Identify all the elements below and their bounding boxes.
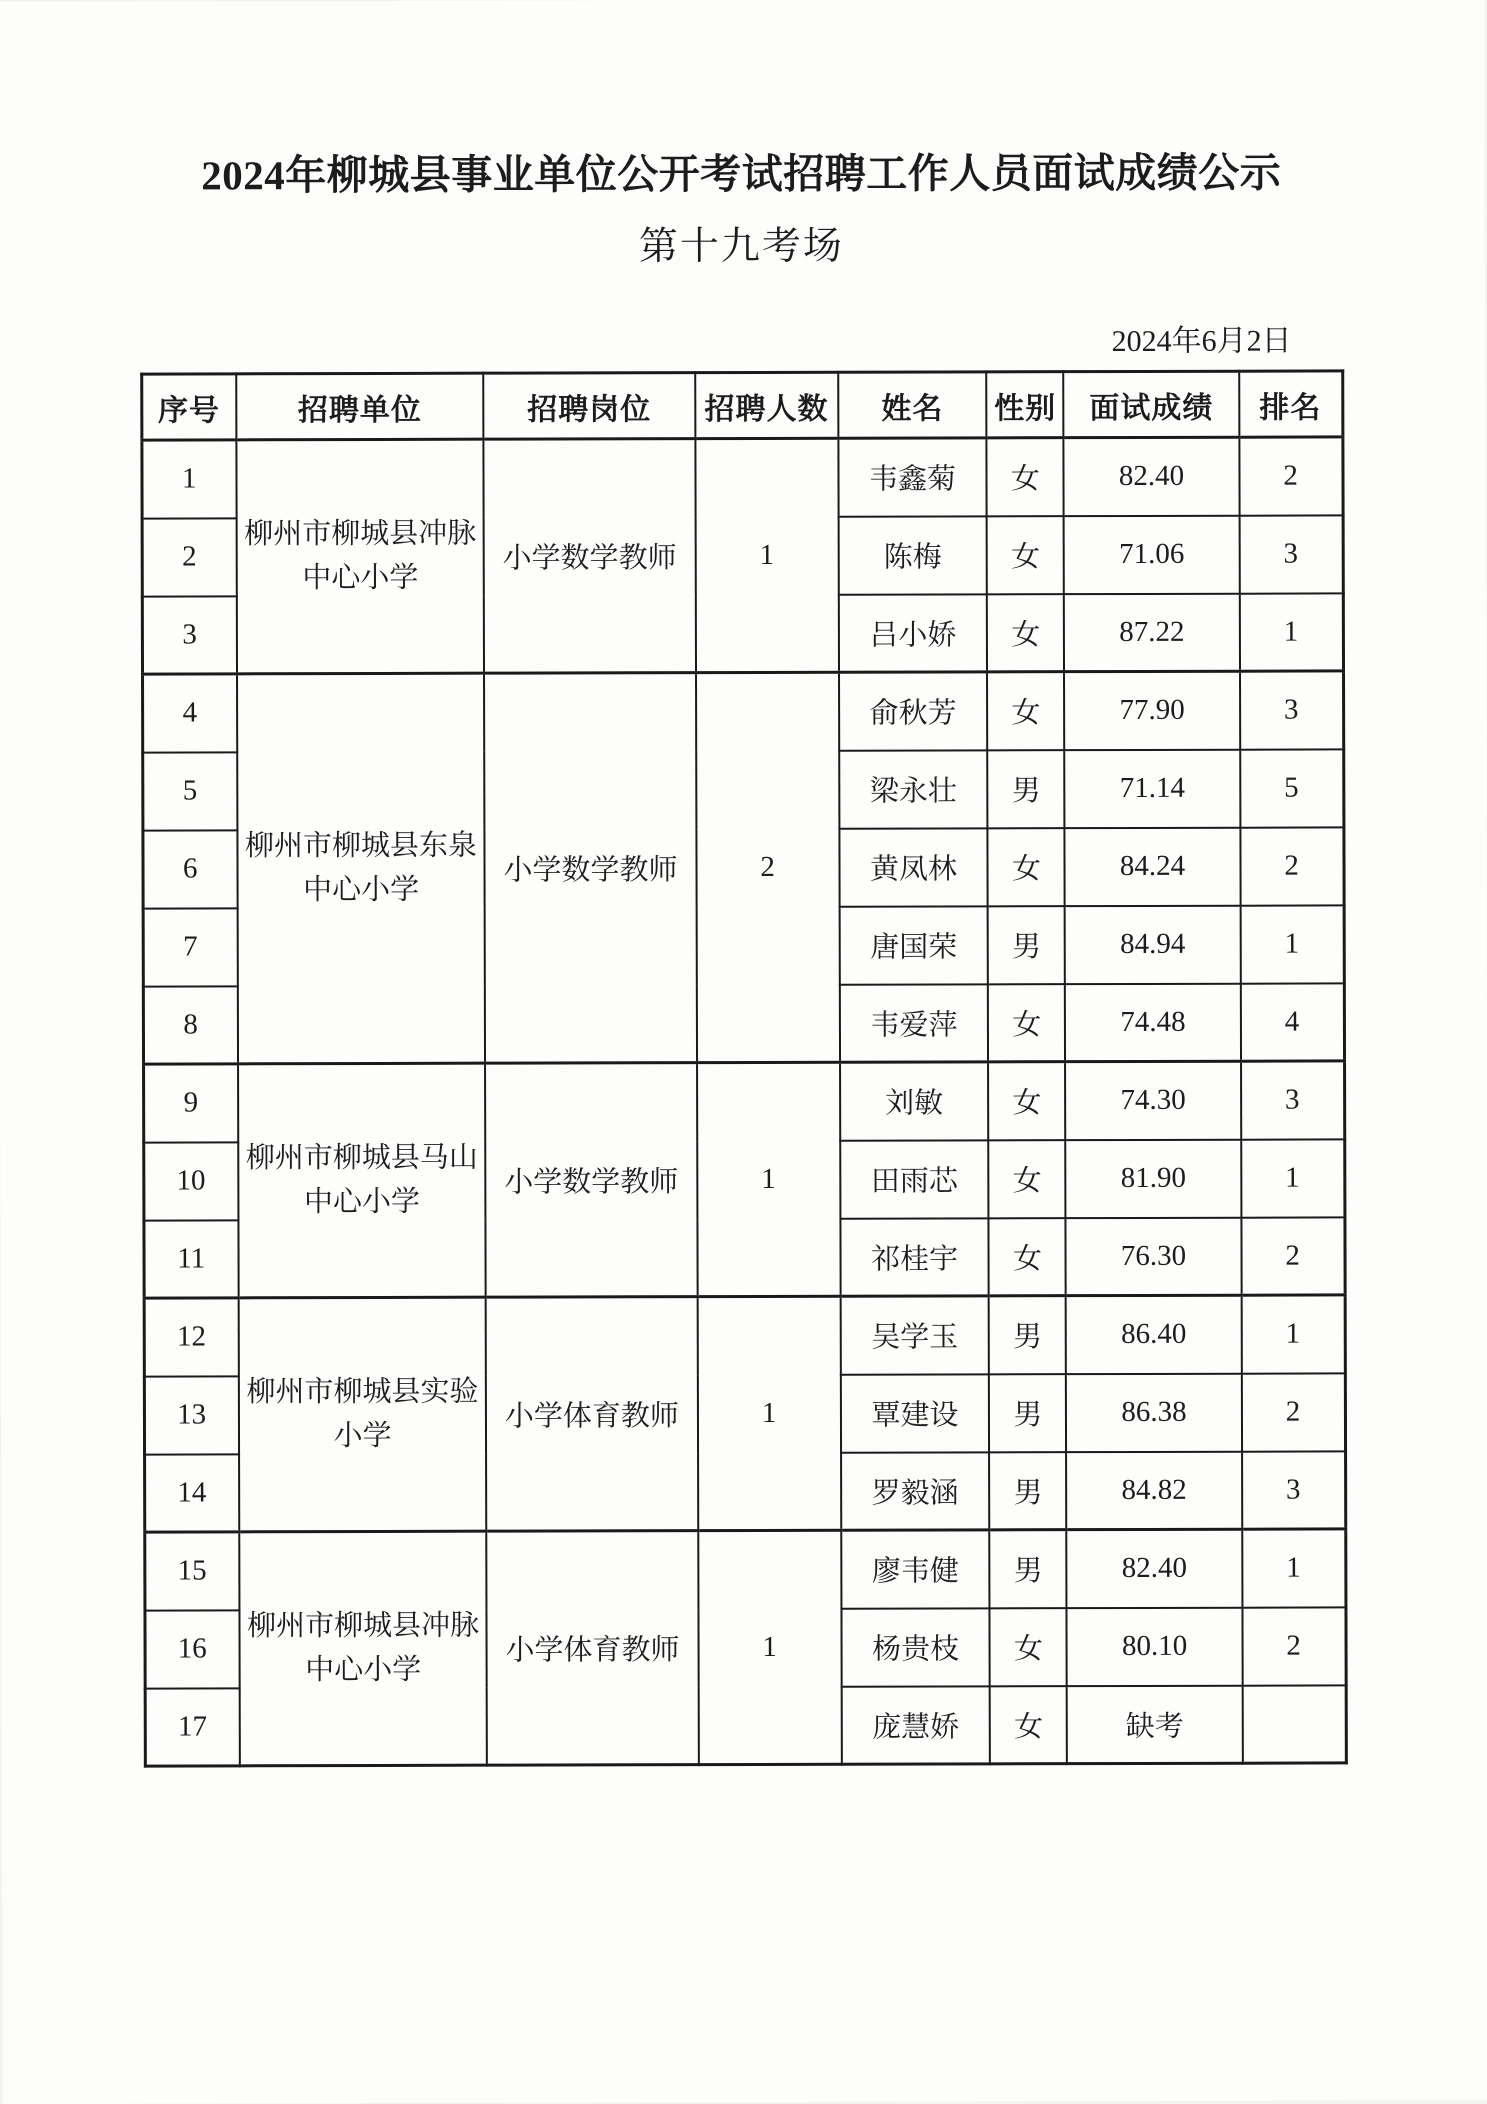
cell-no: 11 xyxy=(143,1220,238,1298)
page-title: 2024年柳城县事业单位公开考试招聘工作人员面试成绩公示 xyxy=(201,149,1282,199)
table-header-row xyxy=(141,371,1342,440)
cell-rank: 3 xyxy=(1241,1061,1345,1139)
col-header-position: 招聘岗位 xyxy=(483,373,695,440)
cell-score: 74.48 xyxy=(1065,983,1241,1061)
cell-rank: 2 xyxy=(1240,827,1344,905)
col-header-score: 面试成绩 xyxy=(1064,371,1240,437)
cell-score: 84.24 xyxy=(1065,827,1241,905)
cell-gender: 女 xyxy=(989,1140,1066,1218)
cell-gender: 女 xyxy=(987,438,1064,516)
cell-rank: 4 xyxy=(1240,983,1344,1061)
cell-score: 77.90 xyxy=(1064,671,1240,749)
cell-gender: 男 xyxy=(988,750,1065,828)
cell-name: 罗毅涵 xyxy=(841,1452,990,1530)
cell-unit: 柳州市柳城县冲脉中心小学 xyxy=(239,1531,487,1766)
cell-position: 小学数学教师 xyxy=(484,439,696,674)
cell-score: 82.40 xyxy=(1067,1529,1243,1607)
cell-position: 小学数学教师 xyxy=(484,673,696,1064)
cell-no: 8 xyxy=(143,986,238,1064)
cell-no: 5 xyxy=(142,752,237,830)
cell-rank: 3 xyxy=(1242,1451,1346,1529)
cell-no: 16 xyxy=(144,1610,239,1688)
cell-no: 9 xyxy=(143,1064,238,1142)
cell-no: 10 xyxy=(143,1142,238,1220)
cell-rank: 1 xyxy=(1241,1295,1345,1373)
cell-rank: 3 xyxy=(1240,671,1344,749)
cell-score: 82.40 xyxy=(1064,437,1240,515)
cell-name: 吴学玉 xyxy=(840,1296,989,1374)
cell-openings: 1 xyxy=(697,1062,841,1296)
page-subtitle: 第十九考场 xyxy=(638,224,844,269)
cell-rank: 1 xyxy=(1239,593,1343,671)
cell-name: 廖韦健 xyxy=(841,1530,990,1608)
cell-gender: 男 xyxy=(990,1452,1067,1530)
cell-score: 71.14 xyxy=(1065,749,1241,827)
cell-rank: 2 xyxy=(1241,1217,1345,1295)
cell-score: 86.38 xyxy=(1066,1373,1242,1451)
cell-name: 韦鑫菊 xyxy=(838,438,987,516)
cell-no: 13 xyxy=(144,1376,239,1454)
cell-no: 12 xyxy=(144,1298,239,1376)
table-row xyxy=(144,1295,1345,1376)
cell-gender: 女 xyxy=(988,828,1065,906)
cell-score: 74.30 xyxy=(1065,1061,1241,1139)
cell-name: 黄凤林 xyxy=(839,828,988,906)
cell-no: 6 xyxy=(142,830,237,908)
cell-no: 17 xyxy=(145,1688,240,1766)
cell-gender: 女 xyxy=(987,516,1064,594)
col-header-rank: 排名 xyxy=(1239,371,1343,437)
cell-name: 吕小娇 xyxy=(838,594,987,672)
table-body xyxy=(141,437,1345,1766)
cell-name: 俞秋芳 xyxy=(839,672,988,750)
cell-rank: 1 xyxy=(1240,905,1344,983)
cell-rank: 2 xyxy=(1239,437,1343,515)
cell-score: 84.94 xyxy=(1065,905,1241,983)
cell-gender: 女 xyxy=(990,1686,1067,1764)
cell-score: 84.82 xyxy=(1066,1451,1242,1529)
col-header-unit: 招聘单位 xyxy=(236,373,484,440)
cell-no: 7 xyxy=(143,908,238,986)
cell-position: 小学体育教师 xyxy=(486,1297,698,1532)
cell-position: 小学数学教师 xyxy=(485,1063,697,1298)
table-row xyxy=(142,671,1343,752)
cell-gender: 男 xyxy=(989,1374,1066,1452)
cell-gender: 男 xyxy=(989,1296,1066,1374)
cell-openings: 1 xyxy=(698,1530,842,1764)
cell-score: 81.90 xyxy=(1066,1139,1242,1217)
cell-rank: 1 xyxy=(1241,1139,1345,1217)
cell-unit: 柳州市柳城县冲脉中心小学 xyxy=(236,439,484,674)
cell-score: 缺考 xyxy=(1067,1685,1243,1763)
cell-unit: 柳州市柳城县实验小学 xyxy=(239,1297,487,1532)
cell-score: 80.10 xyxy=(1067,1607,1243,1685)
cell-no: 14 xyxy=(144,1454,239,1532)
cell-openings: 2 xyxy=(696,672,840,1062)
cell-name: 庞慧娇 xyxy=(841,1686,990,1764)
cell-position: 小学体育教师 xyxy=(487,1531,699,1766)
cell-no: 2 xyxy=(142,518,237,596)
cell-rank xyxy=(1242,1685,1346,1763)
cell-rank: 2 xyxy=(1242,1607,1346,1685)
cell-name: 田雨芯 xyxy=(840,1140,989,1218)
cell-no: 3 xyxy=(142,596,237,674)
cell-gender: 女 xyxy=(987,594,1064,672)
cell-score: 76.30 xyxy=(1066,1217,1242,1295)
cell-name: 韦爱萍 xyxy=(839,984,988,1062)
col-header-index: 序号 xyxy=(141,374,236,440)
cell-name: 祁桂宇 xyxy=(840,1218,989,1296)
cell-gender: 男 xyxy=(990,1530,1067,1608)
cell-score: 71.06 xyxy=(1064,515,1240,593)
col-header-name: 姓名 xyxy=(838,372,987,438)
cell-name: 杨贵枝 xyxy=(841,1608,990,1686)
cell-rank: 2 xyxy=(1242,1373,1346,1451)
cell-gender: 女 xyxy=(988,1062,1065,1140)
cell-name: 梁永壮 xyxy=(839,750,988,828)
cell-openings: 1 xyxy=(695,438,839,672)
cell-name: 唐国荣 xyxy=(839,906,988,984)
col-header-gender: 性别 xyxy=(987,372,1064,438)
cell-no: 15 xyxy=(144,1532,239,1610)
cell-name: 刘敏 xyxy=(840,1062,989,1140)
cell-gender: 女 xyxy=(987,672,1064,750)
cell-rank: 3 xyxy=(1239,515,1343,593)
cell-unit: 柳州市柳城县东泉中心小学 xyxy=(237,673,485,1064)
cell-rank: 1 xyxy=(1242,1529,1346,1607)
publish-date: 2024年6月2日 xyxy=(1111,324,1292,359)
interview-scores-table xyxy=(140,370,1348,1768)
cell-rank: 5 xyxy=(1240,749,1344,827)
cell-gender: 男 xyxy=(988,906,1065,984)
col-header-openings: 招聘人数 xyxy=(695,372,838,438)
cell-name: 覃建设 xyxy=(840,1374,989,1452)
cell-name: 陈梅 xyxy=(838,516,987,594)
cell-unit: 柳州市柳城县马山中心小学 xyxy=(238,1063,486,1298)
cell-gender: 女 xyxy=(989,1218,1066,1296)
cell-score: 86.40 xyxy=(1066,1295,1242,1373)
cell-no: 1 xyxy=(141,440,236,518)
cell-no: 4 xyxy=(142,674,237,752)
table-row xyxy=(143,1061,1344,1142)
cell-openings: 1 xyxy=(697,1296,841,1530)
table-row xyxy=(141,437,1342,518)
cell-score: 87.22 xyxy=(1064,593,1240,671)
table-row xyxy=(144,1529,1345,1610)
cell-gender: 女 xyxy=(988,984,1065,1062)
cell-gender: 女 xyxy=(990,1608,1067,1686)
